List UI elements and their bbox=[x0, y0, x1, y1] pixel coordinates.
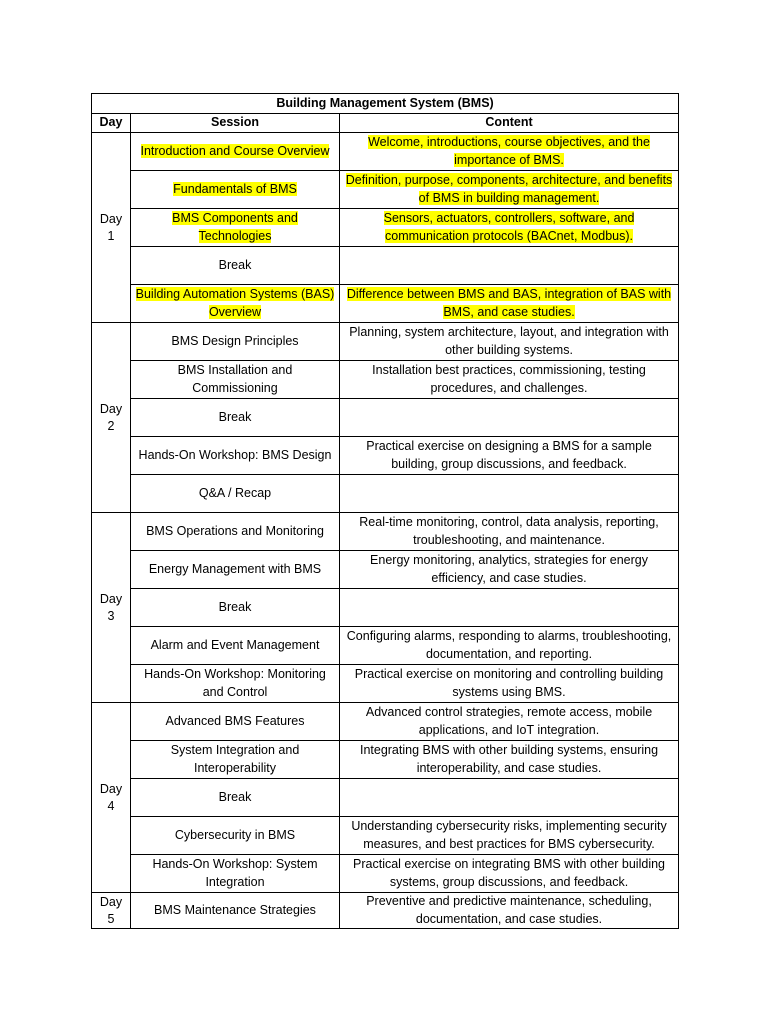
content-cell bbox=[340, 551, 679, 589]
session-text: Cybersecurity in BMS bbox=[174, 827, 296, 842]
header-content: Content bbox=[340, 114, 679, 133]
session-cell bbox=[131, 361, 340, 399]
day-cell bbox=[92, 323, 131, 513]
session-cell bbox=[131, 627, 340, 665]
table-row bbox=[92, 817, 679, 855]
content-text: Practical exercise on designing a BMS for a sample building, group discussions, and feedback. bbox=[366, 439, 652, 471]
day-cell bbox=[92, 703, 131, 893]
day-label: Day 3 bbox=[99, 591, 123, 623]
table-row bbox=[92, 475, 679, 513]
session-cell bbox=[131, 475, 340, 513]
day-label: Day 1 bbox=[99, 211, 123, 243]
schedule-table bbox=[91, 93, 679, 929]
session-text: BMS Operations and Monitoring bbox=[146, 523, 324, 538]
content-text: Sensors, actuators, controllers, software, and communication protocols (BACnet, Modbus). bbox=[383, 211, 635, 243]
table-row bbox=[92, 247, 679, 285]
table-row bbox=[92, 361, 679, 399]
session-cell bbox=[131, 855, 340, 893]
day-cell bbox=[92, 893, 131, 929]
session-cell bbox=[131, 323, 340, 361]
content-cell bbox=[340, 437, 679, 475]
session-cell bbox=[131, 437, 340, 475]
session-text: BMS Maintenance Strategies bbox=[154, 902, 316, 917]
content-text: Definition, purpose, components, architecture, and benefits of BMS in building management. bbox=[345, 173, 673, 205]
session-text: Alarm and Event Management bbox=[150, 637, 320, 652]
session-text: Hands-On Workshop: System Integration bbox=[152, 857, 318, 889]
title-row bbox=[92, 94, 679, 114]
session-text: Fundamentals of BMS bbox=[173, 181, 297, 196]
table-row bbox=[92, 551, 679, 589]
session-cell bbox=[131, 741, 340, 779]
table-row bbox=[92, 703, 679, 741]
content-cell bbox=[340, 855, 679, 893]
content-text: Welcome, introductions, course objectives, and the importance of BMS. bbox=[368, 135, 650, 167]
table-head bbox=[92, 94, 679, 133]
content-cell bbox=[340, 133, 679, 171]
table-row bbox=[92, 513, 679, 551]
content-cell bbox=[340, 665, 679, 703]
table-row bbox=[92, 589, 679, 627]
content-text: Practical exercise on integrating BMS with other building systems, group discussions, and feedback. bbox=[353, 857, 665, 889]
session-cell bbox=[131, 171, 340, 209]
content-text: Understanding cybersecurity risks, implementing security measures, and best practices for BMS cybersecurity. bbox=[351, 819, 667, 851]
content-cell bbox=[340, 741, 679, 779]
content-text: Real-time monitoring, control, data analysis, reporting, troubleshooting, and maintenance. bbox=[359, 515, 659, 547]
day-label: Day 4 bbox=[99, 781, 123, 813]
session-text: BMS Design Principles bbox=[171, 333, 299, 348]
session-text: Break bbox=[218, 409, 252, 424]
session-cell bbox=[131, 285, 340, 323]
content-cell bbox=[340, 589, 679, 627]
content-cell bbox=[340, 399, 679, 437]
content-cell bbox=[340, 209, 679, 247]
table-row bbox=[92, 855, 679, 893]
header-row bbox=[92, 114, 679, 133]
table-row bbox=[92, 209, 679, 247]
session-cell bbox=[131, 247, 340, 285]
content-cell bbox=[340, 893, 679, 929]
session-cell bbox=[131, 551, 340, 589]
content-text: Difference between BMS and BAS, integration of BAS with BMS, and case studies. bbox=[346, 287, 672, 319]
content-text: Integrating BMS with other building systems, ensuring interoperability, and case studies. bbox=[359, 743, 659, 775]
day-label: Day 2 bbox=[99, 401, 123, 433]
content-cell bbox=[340, 247, 679, 285]
session-text: Introduction and Course Overview bbox=[140, 143, 330, 158]
day-cell bbox=[92, 133, 131, 323]
content-cell bbox=[340, 323, 679, 361]
table-title: Building Management System (BMS) bbox=[92, 94, 679, 114]
content-text: Planning, system architecture, layout, and integration with other building systems. bbox=[349, 325, 669, 357]
table-row bbox=[92, 437, 679, 475]
table-row bbox=[92, 627, 679, 665]
session-cell bbox=[131, 133, 340, 171]
session-text: Break bbox=[218, 257, 252, 272]
content-cell bbox=[340, 779, 679, 817]
session-text: Building Automation Systems (BAS) Overview bbox=[135, 287, 335, 319]
session-cell bbox=[131, 703, 340, 741]
content-text: Configuring alarms, responding to alarms, troubleshooting, documentation, and reporting. bbox=[346, 629, 672, 661]
table-row bbox=[92, 665, 679, 703]
day-label: Day 5 bbox=[99, 894, 123, 926]
session-text: Q&A / Recap bbox=[198, 485, 272, 500]
content-cell bbox=[340, 285, 679, 323]
table-row bbox=[92, 323, 679, 361]
table-row bbox=[92, 779, 679, 817]
session-text: Break bbox=[218, 789, 252, 804]
content-cell bbox=[340, 627, 679, 665]
table-body bbox=[92, 133, 679, 929]
session-text: Break bbox=[218, 599, 252, 614]
session-text: BMS Installation and Commissioning bbox=[177, 363, 293, 395]
session-cell bbox=[131, 779, 340, 817]
content-text: Advanced control strategies, remote access, mobile applications, and IoT integration. bbox=[365, 705, 653, 737]
session-cell bbox=[131, 893, 340, 929]
session-text: Energy Management with BMS bbox=[148, 561, 322, 576]
table-row bbox=[92, 741, 679, 779]
header-day: Day bbox=[92, 114, 131, 133]
session-text: Hands-On Workshop: BMS Design bbox=[138, 447, 332, 462]
table-row bbox=[92, 893, 679, 929]
session-text: System Integration and Interoperability bbox=[170, 743, 300, 775]
session-cell bbox=[131, 665, 340, 703]
session-cell bbox=[131, 513, 340, 551]
session-text: Hands-On Workshop: Monitoring and Control bbox=[144, 667, 326, 699]
session-cell bbox=[131, 589, 340, 627]
content-cell bbox=[340, 817, 679, 855]
content-text: Energy monitoring, analytics, strategies for energy efficiency, and case studies. bbox=[370, 553, 648, 585]
day-cell bbox=[92, 513, 131, 703]
content-cell bbox=[340, 703, 679, 741]
header-session: Session bbox=[131, 114, 340, 133]
content-text: Installation best practices, commissioning, testing procedures, and challenges. bbox=[372, 363, 646, 395]
content-cell bbox=[340, 475, 679, 513]
table-row bbox=[92, 133, 679, 171]
session-text: Advanced BMS Features bbox=[165, 713, 305, 728]
table-row bbox=[92, 399, 679, 437]
session-cell bbox=[131, 399, 340, 437]
content-text: Preventive and predictive maintenance, scheduling, documentation, and case studies. bbox=[366, 894, 652, 926]
content-cell bbox=[340, 361, 679, 399]
content-cell bbox=[340, 513, 679, 551]
session-cell bbox=[131, 209, 340, 247]
content-cell bbox=[340, 171, 679, 209]
content-text: Practical exercise on monitoring and controlling building systems using BMS. bbox=[354, 667, 664, 699]
table-row bbox=[92, 171, 679, 209]
session-text: BMS Components and Technologies bbox=[172, 211, 298, 243]
session-cell bbox=[131, 817, 340, 855]
table-row bbox=[92, 285, 679, 323]
